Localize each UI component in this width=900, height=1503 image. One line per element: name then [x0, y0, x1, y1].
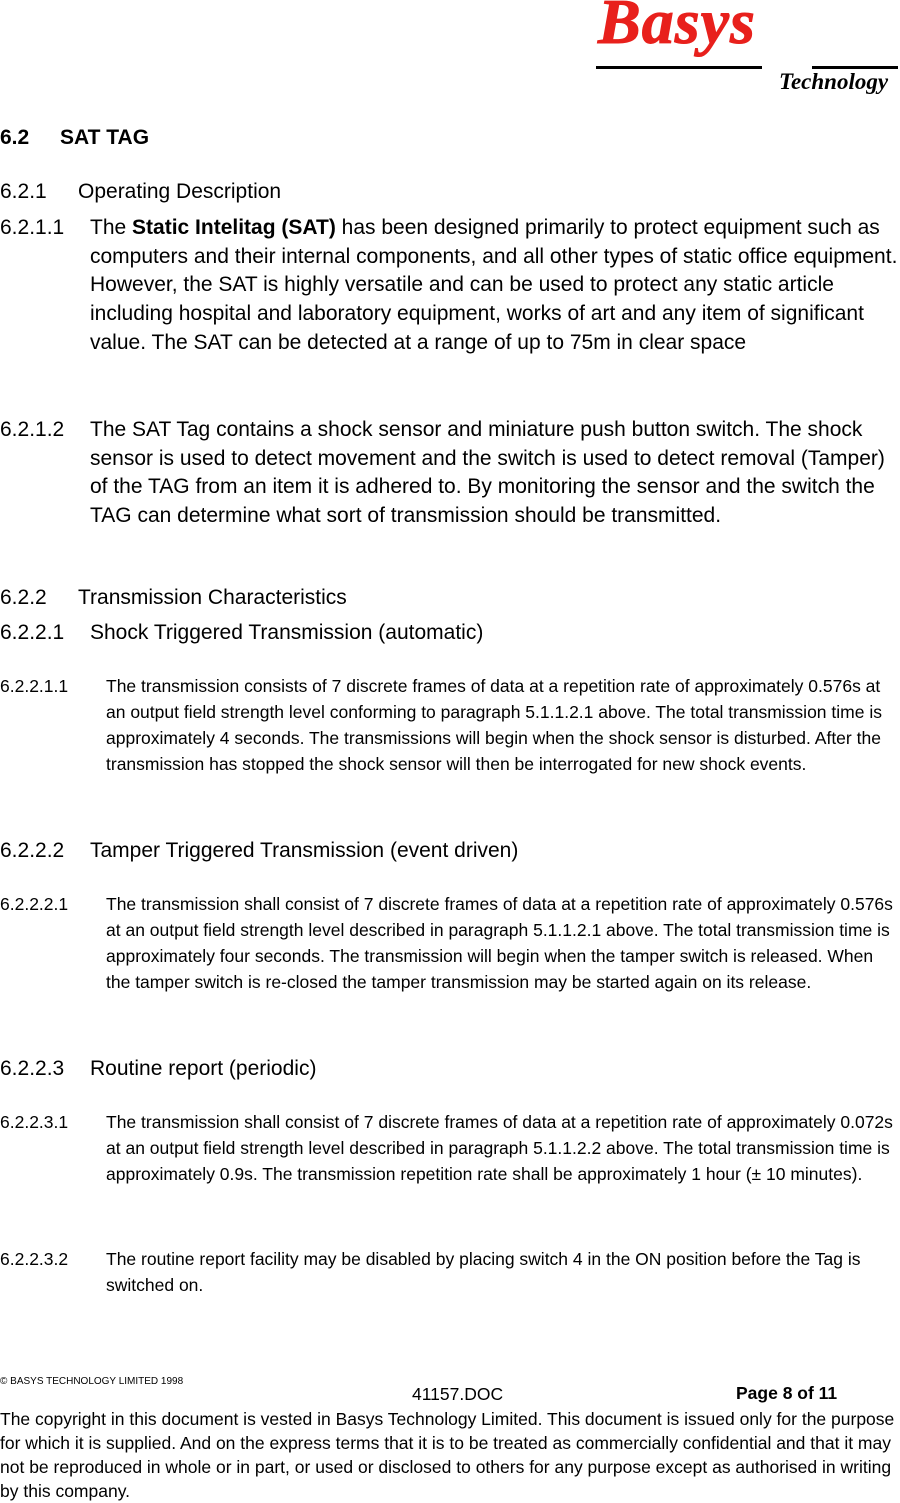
section-title: SAT TAG [60, 126, 150, 149]
paragraph-number: 6.2.1.2 [0, 418, 65, 441]
paragraph-text: The transmission consists of 7 discrete frames of data at a repetition rate of approximately 0.576s at an output field strength level conforming to paragraph 5.1.1.2.1 above. The total transmission time is approximately 4 seconds. The transmissions will begin when the shock sensor is disturbed. After the transmission has stopped the shock sensor will then be interrogated for new shock events. [106, 676, 882, 774]
paragraph-number: 6.2.2.3.1 [0, 1112, 69, 1132]
subsection-title: Operating Description [78, 180, 282, 203]
subsubsection-title: Routine report (periodic) [90, 1057, 317, 1080]
logo-rule [596, 66, 762, 69]
paragraph-number: 6.2.1.1 [0, 216, 65, 239]
paragraph-text: The transmission shall consist of 7 discrete frames of data at a repetition rate of approximately 0.072s at an output field strength level described in paragraph 5.1.1.2.2 above. The total transmission time is approximately 0.9s. The transmission repetition rate shall be approximately 1 hour (± 10 minutes). [106, 1112, 893, 1184]
subsubsection-title: Tamper Triggered Transmission (event driven) [90, 839, 519, 862]
subsubsection-number: 6.2.2.3 [0, 1057, 65, 1080]
footer-copyright-notice: The copyright in this document is vested in Basys Technology Limited. This document is issued only for the purpose for which it is supplied. And on the express terms that it is to be treated as commercially confidential and that it may not be reproduced in whole or in part, or used or disclosed to others for any purpose except as authorised in writing by this company. [0, 1409, 895, 1501]
paragraph-text: The routine report facility may be disabled by placing switch 4 in the ON position before the Tag is switched on. [106, 1249, 861, 1295]
paragraph-body: has been designed primarily to protect equipment such as computers and their internal components, and all other types of static office equipment. However, the SAT is highly versatile and can be used to protect any static article including hospital and laboratory equipment, works of art and any item of significant value. The SAT can be detected at a range of up to 75m in clear space [90, 216, 898, 354]
footer-page-number: Page 8 of 11 [736, 1383, 838, 1403]
company-logo [596, 0, 900, 100]
term-bold: Static Intelitag (SAT) [132, 216, 336, 239]
paragraph-prefix: The [90, 216, 133, 239]
paragraph-text: The SAT Tag contains a shock sensor and miniature push button switch. The shock sensor is used to detect movement and the switch is used to detect removal (Tamper) of the TAG from an item it is adhered to. By monitoring the sensor and the switch the TAG can determine what sort of transmission should be transmitted. [90, 418, 885, 528]
footer-doc-name: 41157.DOC [412, 1384, 504, 1404]
logo-subtitle: Technology [779, 69, 889, 94]
logo-brand: Basys [598, 0, 756, 57]
subsection-number: 6.2.1 [0, 180, 47, 203]
subsubsection-title: Shock Triggered Transmission (automatic) [90, 621, 484, 644]
subsection-number: 6.2.2 [0, 586, 47, 609]
subsection-title: Transmission Characteristics [78, 586, 347, 609]
paragraph-number: 6.2.2.1.1 [0, 676, 69, 696]
paragraph-text [90, 214, 900, 358]
paragraph-text: The transmission shall consist of 7 discrete frames of data at a repetition rate of approximately 0.576s at an output field strength level described in paragraph 5.1.1.2.1 above. The total transmission time is approximately four seconds. The transmission will begin when the tamper switch is released. When the tamper switch is re-closed the tamper transmission may be started again on its release. [106, 894, 893, 992]
paragraph-number: 6.2.2.2.1 [0, 894, 69, 914]
subsubsection-number: 6.2.2.2 [0, 839, 65, 862]
footer-copyright: © BASYS TECHNOLOGY LIMITED 1998 [0, 1376, 184, 1387]
section-number: 6.2 [0, 126, 30, 149]
subsubsection-number: 6.2.2.1 [0, 621, 65, 644]
paragraph-number: 6.2.2.3.2 [0, 1249, 69, 1269]
